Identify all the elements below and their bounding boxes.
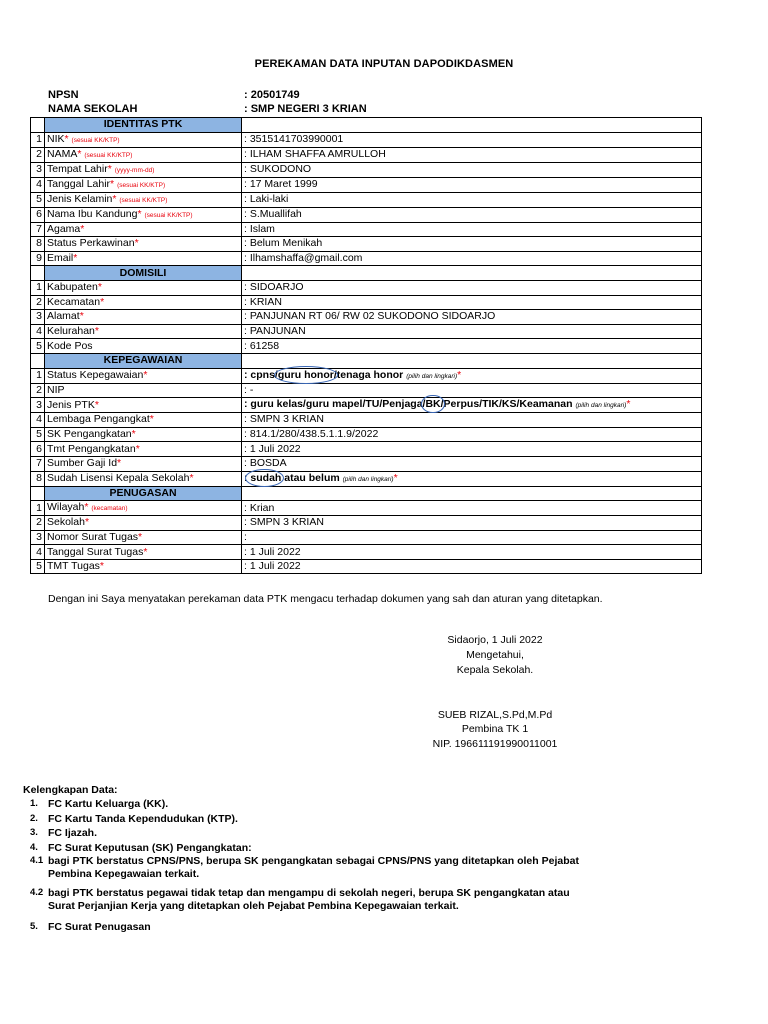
field-value: : Ilhamshaffa@gmail.com: [242, 251, 702, 266]
field-value: : PANJUNAN: [242, 324, 702, 339]
list-item: 2. FC Kartu Tanda Kependudukan (KTP).: [30, 813, 238, 825]
table-row: 3 Nomor Surat Tugas* :: [31, 530, 702, 545]
section-penugasan: [31, 486, 702, 501]
table-row: 2 Kecamatan* : KRIAN: [31, 295, 702, 310]
field-value: : BOSDA: [242, 456, 702, 471]
field-value: : KRIAN: [242, 295, 702, 310]
table-row: 6 Tmt Pengangkatan* : 1 Juli 2022: [31, 442, 702, 457]
table-row: 2 NAMA* (sesuai KK/KTP) : ILHAM SHAFFA AMRULLOH: [31, 147, 702, 162]
list-item: 4.1 bagi PTK berstatus CPNS/PNS, berupa SK pengangkatan sebagai CPNS/PNS yang ditetapkan oleh Pejabat Pembina Kepegawaian terkait.: [30, 855, 579, 880]
page-title: PEREKAMAN DATA INPUTAN DAPODIKDASMEN: [254, 58, 514, 70]
table-row: 8 Sudah Lisensi Kepala Sekolah* : sudah atau belum (pilih dan lingkari)*: [31, 471, 702, 486]
signature-rank: Pembina TK 1: [461, 723, 529, 735]
table-row: 3 Jenis PTK* : guru kelas/guru mapel/TU/Penjaga/BK /Perpus/TIK/KS/Keamanan (pilih dan lingkari)*: [31, 398, 702, 413]
list-item: 5. FC Surat Penugasan: [30, 921, 151, 933]
table-row: 1 Status Kepegawaian* : cpns/guru honor /tenaga honor (pilih dan lingkari)*: [31, 368, 702, 383]
table-row: 4 Lembaga Pengangkat* : SMPN 3 KRIAN: [31, 413, 702, 428]
table-row: 8 Status Perkawinan* : Belum Menikah: [31, 237, 702, 252]
field-value: : 1 Juli 2022: [242, 442, 702, 457]
table-row: 5 SK Pengangkatan* : 814.1/280/438.5.1.1.9/2022: [31, 427, 702, 442]
field-value: : 61258: [242, 339, 702, 354]
list-item: 4.2 bagi PTK berstatus pegawai tidak tetap dan mengampu di sekolah negeri, berupa SK pengangkatan atau Surat Perjanjian Kerja yang ditetapkan oleh Pejabat Pembina Kepegawaian terkait.: [30, 887, 570, 912]
field-value: : 814.1/280/438.5.1.1.9/2022: [242, 427, 702, 442]
table-row: 6 Nama Ibu Kandung* (sesuai KK/KTP) : S.Muallifah: [31, 207, 702, 222]
jenis-ptk-choice: : guru kelas/guru mapel/TU/Penjaga/BK /Perpus/TIK/KS/Keamanan (pilih dan lingkari)*: [242, 398, 702, 413]
section-title: PENUGASAN: [45, 486, 242, 501]
section-title: KEPEGAWAIAN: [45, 353, 242, 368]
section-kepegawaian: [31, 353, 702, 368]
table-row: 2 NIP : -: [31, 383, 702, 398]
field-value: : SMPN 3 KRIAN: [242, 516, 702, 531]
field-value: : 17 Maret 1999: [242, 177, 702, 192]
lisensi-choice: : sudah atau belum (pilih dan lingkari)*: [242, 471, 702, 486]
field-value: : 3515141703990001: [242, 132, 702, 147]
table-row: 1 NIK* (sesuai KK/KTP) : 3515141703990001: [31, 132, 702, 147]
field-value: : SUKODONO: [242, 162, 702, 177]
field-value: :: [242, 530, 702, 545]
field-value: : 1 Juli 2022: [242, 545, 702, 560]
signature-role: Kepala Sekolah.: [456, 664, 534, 676]
npsn-value: : 20501749: [244, 89, 300, 101]
table-row: 5 Jenis Kelamin* (sesuai KK/KTP) : Laki-laki: [31, 192, 702, 207]
table-row: 5 Kode Pos : 61258: [31, 339, 702, 354]
list-item: 1. FC Kartu Keluarga (KK).: [30, 798, 169, 810]
table-row: 3 Tempat Lahir* (yyyy-mm-dd) : SUKODONO: [31, 162, 702, 177]
field-value: : Laki-laki: [242, 192, 702, 207]
field-value: : SMPN 3 KRIAN: [242, 413, 702, 428]
field-value: : Krian: [242, 501, 702, 516]
table-row: 7 Sumber Gaji Id* : BOSDA: [31, 456, 702, 471]
section-title: DOMISILI: [45, 266, 242, 281]
declaration-text: Dengan ini Saya menyatakan perekaman data PTK mengacu terhadap dokumen yang sah dan aturan yang ditetapkan.: [48, 593, 603, 605]
signature-knowing: Mengetahui,: [466, 649, 524, 661]
table-row: 1 Wilayah* (kecamatan) : Krian: [31, 501, 702, 516]
field-value: : SIDOARJO: [242, 280, 702, 295]
field-value: : ILHAM SHAFFA AMRULLOH: [242, 147, 702, 162]
field-value: : 1 Juli 2022: [242, 559, 702, 574]
list-item: 4. FC Surat Keputusan (SK) Pengangkatan:: [30, 842, 252, 854]
status-choice: : cpns/guru honor /tenaga honor (pilih dan lingkari)*: [242, 368, 702, 383]
table-row: 9 Email* : Ilhamshaffa@gmail.com: [31, 251, 702, 266]
table-row: 3 Alamat* : PANJUNAN RT 06/ RW 02 SUKODONO SIDOARJO: [31, 310, 702, 325]
field-value: : -: [242, 383, 702, 398]
signature-place-date: Sidaorjo, 1 Juli 2022: [447, 634, 543, 646]
list-item: 3. FC Ijazah.: [30, 827, 98, 839]
table-row: 1 Kabupaten* : SIDOARJO: [31, 280, 702, 295]
table-row: 4 Kelurahan* : PANJUNAN: [31, 324, 702, 339]
table-row: 4 Tanggal Surat Tugas* : 1 Juli 2022: [31, 545, 702, 560]
signature-nip: NIP. 196611191990011001: [432, 738, 558, 750]
field-value: : Belum Menikah: [242, 237, 702, 252]
kelengkapan-title: Kelengkapan Data:: [23, 784, 118, 796]
school-row: [48, 103, 448, 117]
npsn-row: [48, 89, 448, 103]
table-row: 5 TMT Tugas* : 1 Juli 2022: [31, 559, 702, 574]
table-row: 4 Tanggal Lahir* (sesuai KK/KTP) : 17 Maret 1999: [31, 177, 702, 192]
field-value: : S.Muallifah: [242, 207, 702, 222]
field-value: : Islam: [242, 222, 702, 237]
field-value: : PANJUNAN RT 06/ RW 02 SUKODONO SIDOARJO: [242, 310, 702, 325]
section-title: IDENTITAS PTK: [45, 118, 242, 133]
ptk-form-table: [30, 117, 702, 574]
school-label: NAMA SEKOLAH: [48, 103, 138, 115]
table-row: 7 Agama* : Islam: [31, 222, 702, 237]
section-identitas: [31, 118, 702, 133]
school-value: : SMP NEGERI 3 KRIAN: [244, 103, 367, 115]
signature-name: SUEB RIZAL,S.Pd,M.Pd: [437, 709, 553, 721]
table-row: 2 Sekolah* : SMPN 3 KRIAN: [31, 516, 702, 531]
npsn-label: NPSN: [48, 89, 79, 101]
section-domisili: [31, 266, 702, 281]
